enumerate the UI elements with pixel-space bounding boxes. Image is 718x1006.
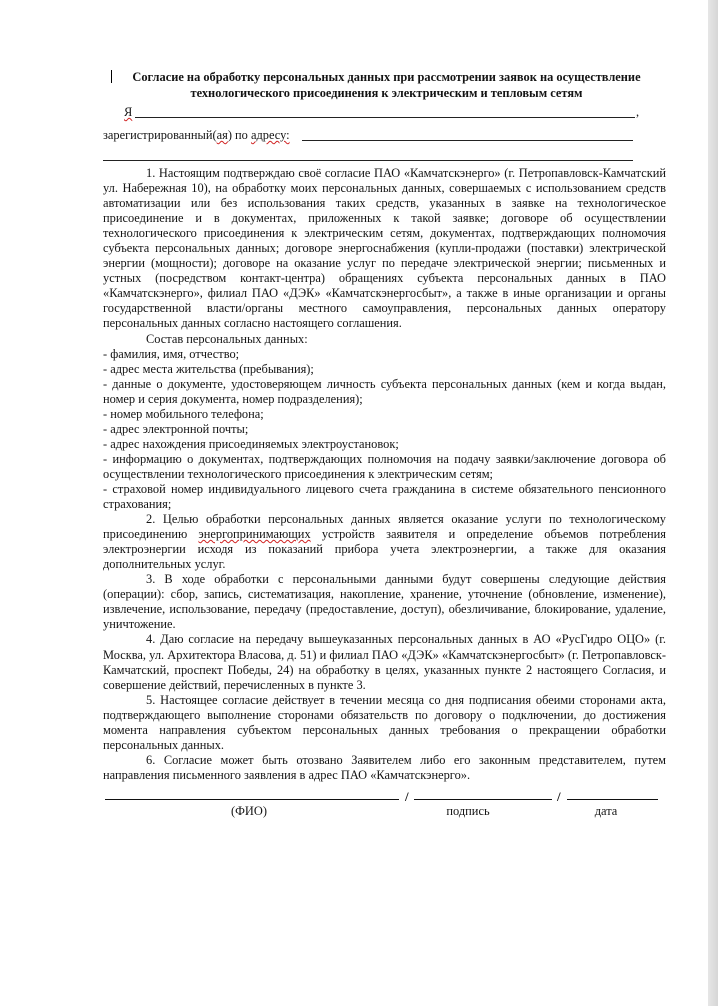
paragraph-2: 2. Целью обработки персональных данных является оказание услуги по технологическому присоединению энергопринимающих устройств заявителя и определение объемов потребления электроэнергии исходя из показаний прибора учета электроэнергии, а также для оказания дополнительных услуг. bbox=[103, 512, 666, 572]
list-item: - страховой номер индивидуального лицевого счета гражданина в системе обязательного пенсионного страхования; bbox=[103, 481, 666, 512]
date-signature-line[interactable] bbox=[567, 799, 658, 800]
paragraph-3: 3. В ходе обработки с персональными данными будут совершены следующие действия (операции): сбор, запись, систематизация, накопление, хранение, уточнение (обновление, изменение), извлечение, использование, передачу (предоставление, доступ), обезличивание, блокирование, удаление, уничтожение. bbox=[103, 572, 666, 632]
name-suffix: , bbox=[636, 105, 640, 119]
name-prefix: Я bbox=[124, 105, 133, 119]
list-item: - адрес нахождения присоединяемых электроустановок; bbox=[103, 436, 399, 451]
paragraph-6: 6. Согласие может быть отозвано Заявителем либо его законным представителем, путем направления письменного заявления в адрес ПАО «Камчатскэнерго». bbox=[103, 752, 666, 782]
document-title: Согласие на обработку персональных данных при рассмотрении заявок на осуществление технологического присоединения к электрическим и тепловым сетям bbox=[132, 70, 641, 100]
paragraph-4: 4. Даю согласие на передачу вышеуказанных персональных данных в АО «РусГидро ОЦО» (г. Москва, ул. Архитектора Власова, д. 51) и филиал ПАО «ДЭК» «Камчатскэнергосбыт» (г. Петропавловск-Камчатский, проспект Победы, 24) на обработку в целях, указанных пункте 2 настоящего Согласия, и совершение действий, перечисленных в пункте 3. bbox=[103, 632, 666, 692]
address-field-label: зарегистрированный(ая) по адресу: bbox=[103, 128, 290, 142]
list-item: - адрес электронной почты; bbox=[103, 421, 249, 436]
list-item: - информацию о документах, подтверждающих полномочия на подачу заявки/заключение договора об осуществлении технологического присоединения к электрическим сетям; bbox=[103, 451, 666, 481]
page-edge-shadow bbox=[708, 0, 718, 1006]
signature-separator: / bbox=[405, 789, 409, 804]
list-item: - данные о документе, удостоверяющем личность субъекта персональных данных (кем и когда выдан, номер и серия документа, номер подразделения); bbox=[103, 376, 666, 406]
sign-signature-line[interactable] bbox=[414, 799, 552, 800]
name-field-label bbox=[124, 105, 132, 120]
paragraph-1: 1. Настоящим подтверждаю своё согласие ПАО «Камчатскэнерго» (г. Петропавловск-Камчатский ул. Набережная 10), на обработку моих персональных данных, совершаемых с использованием средств автоматизации или без использования таких средств, указанных в заявке на технологическое присоединение и в документах, приложенных к такой заявке; договоре об осуществлении технологического присоединения к электрическим сетям, документах, подтверждающих полномочия субъекта персональных данных; договоре энергоснабжения (купли-продажи (поставки) электрической энергии (мощности); договоре на оказание услуг по передаче электрической энергии; письменных и устных (посредством контакт-центра) обращениях субъекта персональных данных в ПАО «Камчатскэнерго», филиал ПАО «ДЭК» «Камчатскэнергосбыт», а также в иные организации и органы государственной власти/органы местного самоуправления, персональных данных оператору персональных данных согласно настоящего соглашения. bbox=[103, 166, 666, 331]
name-input-line[interactable] bbox=[135, 117, 635, 118]
paragraph-5: 5. Настоящее согласие действует в течении месяца со дня подписания обеими сторонами акта, подтверждающего выполнение сторонами обязательств по договору о подключении, до достижения момента направления субъектом персональных данных требования о прекращении обработки персональных данных. bbox=[103, 692, 666, 752]
composition-heading: Состав персональных данных: bbox=[146, 331, 308, 346]
sign-label: подпись bbox=[446, 804, 490, 818]
signature-separator: / bbox=[557, 789, 561, 804]
fio-signature-line[interactable] bbox=[105, 799, 399, 800]
list-item: - фамилия, имя, отчество; bbox=[103, 346, 240, 361]
date-label: дата bbox=[594, 804, 618, 818]
address-input-line[interactable] bbox=[302, 140, 633, 141]
list-item: - номер мобильного телефона; bbox=[103, 406, 264, 421]
fio-label: (ФИО) bbox=[231, 804, 267, 818]
document-body bbox=[103, 166, 666, 783]
address-input-line-2[interactable] bbox=[103, 160, 633, 161]
list-item: - адрес места жительства (пребывания); bbox=[103, 361, 314, 376]
